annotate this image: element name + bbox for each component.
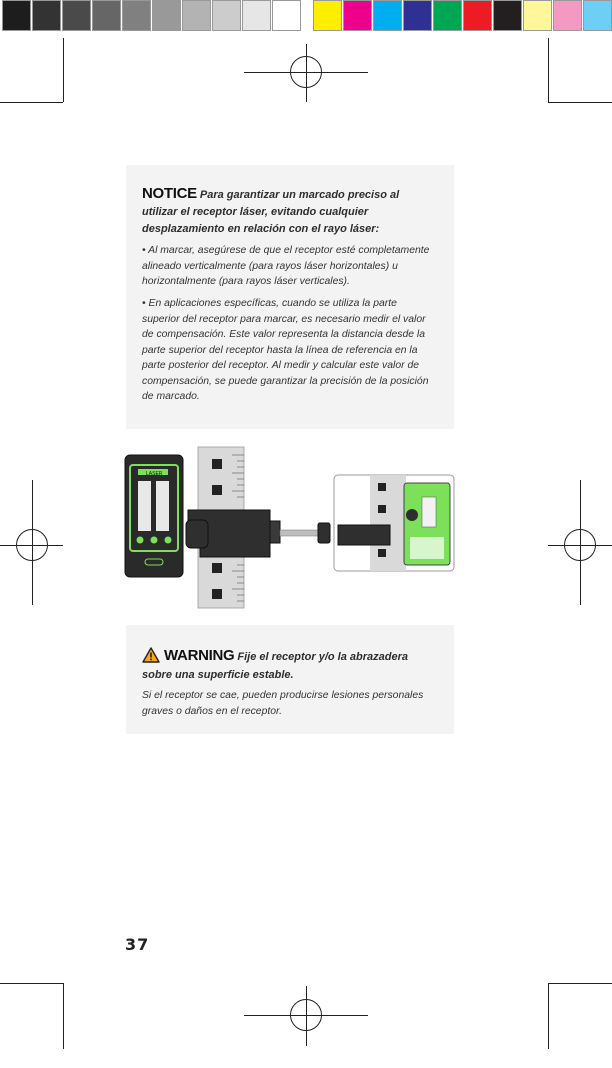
warning-body: Si el receptor se cae, pueden producirse lesiones personales graves o daños en el receptor. — [142, 690, 424, 717]
gray-color-bar — [2, 0, 302, 33]
registration-circle — [16, 529, 48, 561]
crop-mark — [548, 983, 612, 984]
color-swatch — [463, 0, 492, 31]
receptor-brand-label: LASER — [146, 471, 163, 477]
warning-badge: WARNING — [164, 647, 235, 664]
color-swatch — [433, 0, 462, 31]
color-swatch — [92, 0, 121, 31]
color-swatch — [212, 0, 241, 31]
receptor-window-right — [156, 481, 169, 531]
receptor-window-left — [138, 481, 151, 531]
color-swatch — [2, 0, 31, 31]
color-swatch — [343, 0, 372, 31]
color-swatch — [373, 0, 402, 31]
notice-heading-text: Para garantizar un marcado preciso al utilizar el receptor láser, evitando cualquier desplazamiento en relación con el rayo láser: — [142, 189, 400, 235]
receptor-button — [165, 537, 172, 544]
process-color-bar — [313, 0, 612, 33]
color-swatch — [523, 0, 552, 31]
page-number: 37 — [125, 935, 150, 954]
registration-circle — [290, 999, 322, 1031]
notice-bullet-2: • En aplicaciones específicas, cuando se utiliza la parte superior del receptor para marcar, es necesario medir el valor de compensación. Este valor representa la distancia desde la parte superior del receptor hasta la línea de referencia en la parte posterior del receptor. Al medir y calcular este valor de compensación, se puede garantizar la precisión de la posición de marcado. — [142, 298, 429, 402]
crop-mark — [0, 102, 63, 103]
color-swatch — [32, 0, 61, 31]
notice-box — [126, 165, 454, 429]
color-swatch — [122, 0, 151, 31]
notice-bullet-1: • Al marcar, asegúrese de que el receptor esté completamente alineado verticalmente (para rayos láser horizontales) u horizontalmente (para rayos láser verticales). — [142, 245, 430, 287]
crop-mark — [548, 38, 549, 102]
color-swatch — [272, 0, 301, 31]
receptor-mounting-illustration — [120, 445, 460, 611]
clamp-screw — [280, 530, 318, 536]
clamp-knob — [318, 523, 330, 543]
crop-mark — [63, 983, 64, 1049]
notice-badge: NOTICE — [142, 185, 197, 202]
receptor-button — [151, 537, 158, 544]
registration-circle — [564, 529, 596, 561]
color-swatch — [182, 0, 211, 31]
warning-box — [126, 625, 454, 734]
warning-heading-text: Fije el receptor y/o la abrazadera sobre una superficie estable. — [142, 651, 408, 681]
color-swatch — [493, 0, 522, 31]
receptor-button — [137, 537, 144, 544]
color-swatch — [403, 0, 432, 31]
color-swatch — [62, 0, 91, 31]
crop-mark — [548, 102, 612, 103]
warning-heading — [142, 647, 436, 684]
registration-circle — [290, 56, 322, 88]
color-swatch — [152, 0, 181, 31]
notice-heading — [142, 185, 436, 238]
crop-mark — [0, 983, 63, 984]
color-swatch — [553, 0, 582, 31]
color-swatch — [242, 0, 271, 31]
color-swatch — [583, 0, 612, 31]
crop-mark — [548, 983, 549, 1049]
color-swatch — [313, 0, 342, 31]
warning-triangle-icon — [142, 647, 160, 663]
crop-mark — [63, 38, 64, 102]
